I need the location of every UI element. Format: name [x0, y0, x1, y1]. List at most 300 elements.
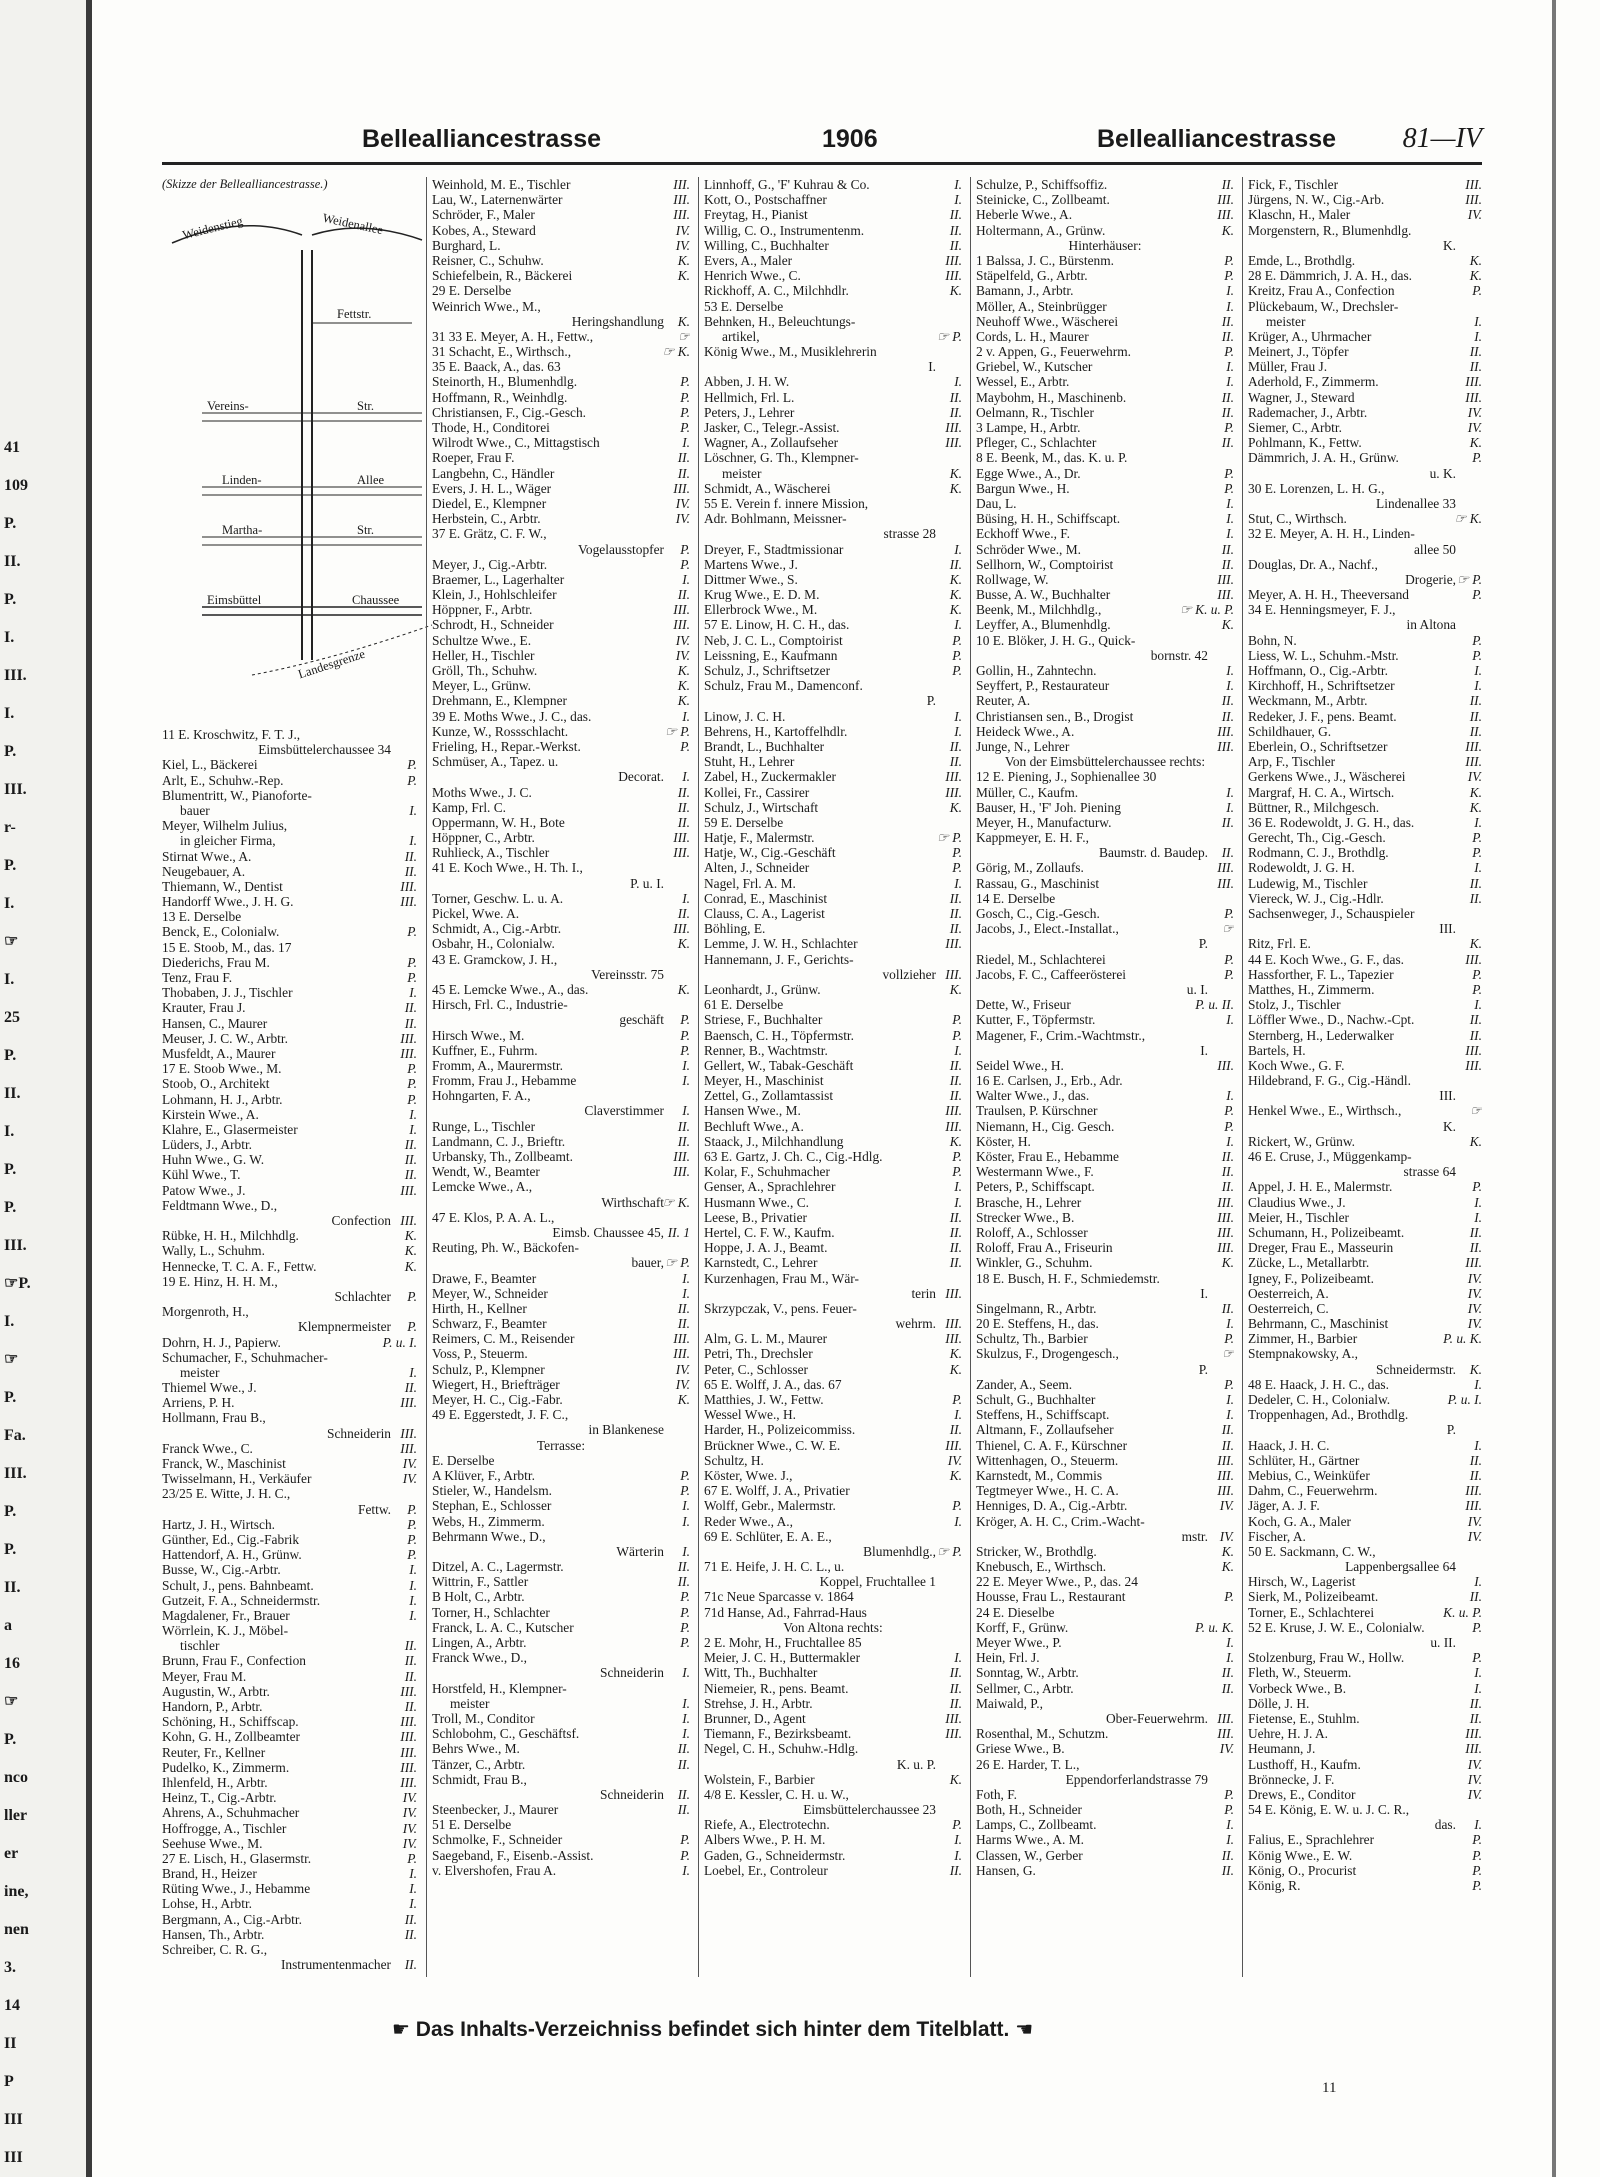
entry-floor-code: IV.	[402, 1835, 417, 1851]
directory-entry	[162, 985, 417, 1000]
entry-text: 16 E. Carlsen, J., Erb., Adr.	[976, 1073, 1123, 1089]
directory-entry	[1248, 1589, 1482, 1604]
entry-text: Hirsch, Frl. C., Industrie-	[432, 997, 568, 1013]
directory-entry	[162, 1608, 417, 1623]
entry-floor-code: III.	[1217, 1240, 1234, 1256]
directory-entry	[976, 1589, 1234, 1604]
directory-entry	[162, 1274, 417, 1289]
directory-entry	[432, 1210, 690, 1225]
directory-entry	[162, 1152, 417, 1167]
entry-floor-code: P.	[680, 420, 690, 435]
entry-floor-code: II.	[1221, 1847, 1234, 1863]
previous-page-fragment: II.	[4, 1579, 21, 1596]
entry-floor-code: I.	[682, 708, 690, 724]
directory-entry	[1248, 906, 1482, 921]
directory-entry	[1248, 1240, 1482, 1255]
directory-entry	[704, 754, 962, 769]
entry-floor-code: P.	[1472, 1619, 1482, 1635]
directory-entry	[1248, 1453, 1482, 1468]
directory-entry	[162, 909, 417, 924]
directory-entry	[1248, 1377, 1482, 1392]
entry-text: Kirstein Wwe., A.	[162, 1106, 259, 1122]
entry-text: geschäft	[619, 1012, 664, 1028]
entry-text: Stolz, J., Tischler	[1248, 997, 1341, 1013]
directory-entry	[432, 1817, 690, 1832]
entry-floor-code: I.	[682, 1543, 690, 1559]
entry-text: Niemann, H., Cig. Gesch.	[976, 1118, 1115, 1134]
directory-entry	[976, 466, 1234, 481]
entry-text: Ruhlieck, A., Tischler	[432, 845, 550, 861]
entry-floor-code: P.	[407, 772, 417, 788]
directory-entry	[1248, 815, 1482, 830]
directory-entry	[704, 1377, 962, 1392]
directory-entry	[704, 192, 962, 207]
entry-text: Kobes, A., Steward	[432, 222, 536, 238]
directory-entry	[162, 864, 417, 879]
entry-text: Krüger, A., Uhrmacher	[1248, 328, 1372, 344]
directory-entry	[976, 982, 1234, 997]
entry-floor-code: IV.	[675, 632, 690, 648]
directory-entry	[432, 390, 690, 405]
directory-entry	[162, 727, 417, 742]
entry-floor-code: IV.	[675, 222, 690, 238]
directory-entry	[1248, 496, 1482, 511]
entry-text: Brunner, D., Agent	[704, 1710, 806, 1726]
directory-entry	[704, 1483, 962, 1498]
entry-floor-code: II.	[1469, 1467, 1482, 1483]
entry-text: Schneiderin	[600, 1665, 664, 1681]
entry-floor-code: II.	[949, 556, 962, 572]
entry-floor-code: ☞ P.	[664, 1255, 690, 1271]
entry-text: Albers Wwe., P. H. M.	[704, 1832, 826, 1848]
entry-text: Tegtmeyer Wwe., H. C. A.	[976, 1483, 1119, 1499]
entry-floor-code: P.	[1224, 344, 1234, 360]
entry-floor-code: II.	[949, 890, 962, 906]
entry-floor-code: IV.	[1467, 1771, 1482, 1787]
entry-floor-code: II.	[677, 465, 690, 481]
entry-text: Oesterreich, A.	[1248, 1285, 1329, 1301]
entry-floor-code: P.	[680, 1589, 690, 1605]
entry-text: Koch Wwe., G. F.	[1248, 1057, 1345, 1073]
directory-entry	[976, 1362, 1234, 1377]
entry-text: Hatje, W., Cig.-Geschäft	[704, 845, 836, 861]
directory-entry	[976, 1453, 1234, 1468]
entry-floor-code: P.	[680, 374, 690, 390]
entry-text: Eckhoff Wwe., F.	[976, 526, 1071, 542]
directory-entry	[1248, 952, 1482, 967]
entry-floor-code: II.	[949, 404, 962, 420]
entry-floor-code: P.	[1224, 1376, 1234, 1392]
directory-entry	[432, 724, 690, 739]
directory-entry	[976, 1012, 1234, 1027]
directory-entry	[976, 253, 1234, 268]
entry-floor-code: P.	[1224, 966, 1234, 982]
entry-text: Fischer, A.	[1248, 1528, 1306, 1544]
directory-entry	[704, 617, 962, 632]
entry-text: Hansen, Th., Arbtr.	[162, 1926, 265, 1942]
directory-entry	[432, 1544, 690, 1559]
directory-entry	[1248, 648, 1482, 663]
entry-floor-code: II.	[949, 1862, 962, 1878]
entry-floor-code: IV.	[675, 511, 690, 527]
entry-floor-code: II.	[1221, 1179, 1234, 1195]
entry-floor-code: I.	[1474, 860, 1482, 876]
directory-entry	[704, 390, 962, 405]
directory-entry	[976, 587, 1234, 602]
directory-entry	[162, 1183, 417, 1198]
entry-floor-code: II.	[949, 207, 962, 223]
entry-text: Schlobohm, C., Geschäftsf.	[432, 1726, 580, 1742]
entry-text: Kurzenhagen, Frau M., Wär-	[704, 1270, 859, 1286]
entry-text: Harder, H., Polizeicommiss.	[704, 1422, 856, 1438]
entry-text: Schultze Wwe., E.	[432, 632, 532, 648]
entry-floor-code: ☞	[677, 328, 690, 344]
entry-text: Lau, W., Laternenwärter	[432, 192, 563, 208]
directory-entry	[1248, 1225, 1482, 1240]
entry-text: Hirsch, W., Lagerist	[1248, 1574, 1356, 1590]
entry-floor-code: K.	[1469, 435, 1482, 451]
entry-text: Schneiderin	[600, 1786, 664, 1802]
entry-floor-code: II.	[677, 587, 690, 603]
entry-text: tischler	[180, 1638, 220, 1654]
directory-entry	[432, 1787, 690, 1802]
entry-floor-code: I.	[954, 374, 962, 390]
directory-entry	[1248, 283, 1482, 298]
entry-text: Both, H., Schneider	[976, 1802, 1082, 1818]
directory-entry	[976, 1088, 1234, 1103]
previous-page-fragment: I.	[4, 1123, 15, 1140]
directory-entry	[1248, 1574, 1482, 1589]
entry-text: Behrmann, C., Maschinist	[1248, 1316, 1389, 1332]
directory-entry	[432, 1498, 690, 1513]
entry-floor-code: IV.	[1467, 1513, 1482, 1529]
entry-text: Steinicke, C., Zollbeamt.	[976, 192, 1110, 208]
directory-entry	[976, 724, 1234, 739]
directory-entry	[704, 678, 962, 693]
entry-floor-code: II.	[1469, 1240, 1482, 1256]
entry-floor-code: I.	[682, 1285, 690, 1301]
entry-floor-code: III.	[400, 1759, 417, 1775]
entry-text: Heideck Wwe., A.	[976, 723, 1075, 739]
entry-text: Evers, A., Maler	[704, 252, 793, 268]
directory-entry	[1248, 1012, 1482, 1027]
directory-entry	[1248, 374, 1482, 389]
entry-floor-code: P.	[1472, 1847, 1482, 1863]
entry-text: Klempnermeister	[298, 1319, 391, 1335]
entry-text: 29 E. Derselbe	[432, 283, 512, 299]
directory-entry	[704, 1028, 962, 1043]
entry-text: I.	[928, 359, 936, 375]
entry-floor-code: II.	[949, 1209, 962, 1225]
entry-text: Wessel, E., Arbtr.	[976, 374, 1070, 390]
map-label-vereins: Vereins-	[207, 399, 249, 413]
entry-floor-code: II.	[677, 1300, 690, 1316]
directory-entry	[704, 1134, 962, 1149]
entry-text: Reuter, Fr., Kellner	[162, 1744, 266, 1760]
previous-page-fragment: 41	[4, 439, 20, 456]
directory-entry	[162, 1957, 417, 1972]
directory-entry	[432, 633, 690, 648]
directory-entry	[432, 177, 690, 192]
entry-floor-code: III.	[945, 1331, 962, 1347]
directory-entry	[162, 1578, 417, 1593]
entry-floor-code: II.	[1469, 359, 1482, 375]
entry-text: Hollmann, Frau B.,	[162, 1410, 266, 1426]
entry-floor-code: I.	[1226, 784, 1234, 800]
directory-entry	[432, 982, 690, 997]
previous-page-fragment: III.	[4, 1465, 27, 1482]
entry-text: Reuting, Ph. W., Bäckofen-	[432, 1240, 579, 1256]
directory-entry	[162, 1380, 417, 1395]
entry-text: Saegeband, F., Eisenb.-Assist.	[432, 1847, 594, 1863]
entry-text: 51 E. Derselbe	[432, 1817, 512, 1833]
directory-entry	[432, 1422, 690, 1437]
entry-text: Lemcke Wwe., A.,	[432, 1179, 533, 1195]
entry-floor-code: IV.	[1219, 1741, 1234, 1757]
directory-entry	[1248, 785, 1482, 800]
entry-text: Kollei, Fr., Cassirer	[704, 784, 810, 800]
entry-floor-code: K.	[949, 1133, 962, 1149]
directory-entry	[162, 1319, 417, 1334]
entry-floor-code: II.	[677, 784, 690, 800]
entry-text: Schulze, P., Schiffsoffiz.	[976, 177, 1108, 192]
entry-floor-code: II.	[1221, 1164, 1234, 1180]
entry-text: Pickel, Wwe. A.	[432, 906, 520, 921]
directory-entry	[1248, 1179, 1482, 1194]
directory-entry	[704, 1559, 962, 1574]
directory-entry	[432, 572, 690, 587]
pointing-hand-left-icon: ☚	[1015, 2019, 1034, 2041]
directory-entry	[432, 207, 690, 222]
directory-entry	[704, 1544, 962, 1559]
entry-text: Meier, J. C. H., Buttermakler	[704, 1650, 861, 1666]
entry-floor-code: I.	[682, 1862, 690, 1878]
entry-text: Neuhoff Wwe., Wäscherei	[976, 313, 1119, 329]
entry-text: Von der Eimsbüttelerchaussee rechts:	[1004, 754, 1206, 770]
entry-floor-code: I.	[409, 1896, 417, 1912]
entry-text: P.	[926, 693, 936, 709]
directory-entry	[432, 253, 690, 268]
directory-entry	[432, 1012, 690, 1027]
directory-entry	[1248, 921, 1482, 936]
entry-text: Bechluft Wwe., A.	[704, 1118, 804, 1134]
entry-text: bauer	[180, 802, 210, 818]
directory-entry	[704, 374, 962, 389]
entry-floor-code: P.	[1472, 981, 1482, 997]
entry-floor-code: II.	[949, 1240, 962, 1256]
entry-floor-code: IV.	[1467, 1316, 1482, 1332]
directory-entry	[976, 1650, 1234, 1665]
entry-text: Zabel, H., Zuckermakler	[704, 769, 836, 785]
entry-floor-code: III.	[1217, 1209, 1234, 1225]
directory-entry	[704, 1392, 962, 1407]
directory-entry	[162, 1456, 417, 1471]
entry-floor-code: I.	[409, 1562, 417, 1578]
directory-entry	[976, 648, 1234, 663]
entry-floor-code: P.	[680, 1483, 690, 1499]
entry-floor-code: I.	[1474, 678, 1482, 694]
scan-edge-right	[1552, 0, 1556, 2177]
previous-page-fragment: III	[4, 2111, 23, 2128]
directory-entry	[1248, 709, 1482, 724]
entry-text: u. I.	[1186, 981, 1208, 997]
directory-entry	[432, 891, 690, 906]
entry-text: Burghard, L.	[432, 237, 501, 253]
previous-page-fragment: P.	[4, 1047, 17, 1064]
directory-entry	[976, 1392, 1234, 1407]
entry-text: 8 E. Beenk, M., das. K. u. P.	[976, 450, 1128, 466]
entry-floor-code: II.	[404, 1380, 417, 1396]
entry-text: Thiemel Wwe., J.	[162, 1380, 257, 1396]
directory-entry	[976, 329, 1234, 344]
directory-entry	[162, 1061, 417, 1076]
directory-entry	[1248, 936, 1482, 951]
entry-text: Leonhardt, J., Grünw.	[704, 981, 821, 997]
entry-text: 65 E. Wolff, J. A., das. 67	[704, 1376, 842, 1392]
directory-entry	[704, 1605, 962, 1620]
entry-text: Stäpelfeld, G., Arbtr.	[976, 268, 1088, 284]
directory-entry	[704, 450, 962, 465]
entry-text: Rickert, W., Grünw.	[1248, 1133, 1355, 1149]
directory-entry	[704, 1210, 962, 1225]
entry-text: Roloff, Frau A., Friseurin	[976, 1240, 1113, 1256]
entry-floor-code: III.	[1465, 754, 1482, 770]
entry-text: Tenz, Frau F.	[162, 970, 233, 985]
entry-floor-code: P.	[680, 1012, 690, 1028]
directory-entry	[162, 1137, 417, 1152]
entry-text: Gaden, G., Schneidermstr.	[704, 1847, 846, 1863]
previous-page-fragment: er	[4, 1845, 19, 1862]
entry-floor-code: III.	[945, 1726, 962, 1742]
entry-floor-code: K.	[677, 693, 690, 709]
entry-text: Bauser, H., 'F' Joh. Piening	[976, 799, 1121, 815]
directory-entry	[704, 329, 962, 344]
directory-entry	[976, 557, 1234, 572]
entry-text: Martens Wwe., J.	[704, 556, 798, 572]
directory-entry	[162, 1167, 417, 1182]
entry-text: 46 E. Cruse, J., Müggenkamp-	[1248, 1149, 1412, 1164]
entry-text: Hattendorf, A. H., Grünw.	[162, 1547, 302, 1563]
directory-entry	[432, 1149, 690, 1164]
directory-entry	[162, 1471, 417, 1486]
entry-text: Schlachter	[334, 1288, 391, 1304]
entry-floor-code: K.	[949, 981, 962, 997]
directory-entry	[976, 268, 1234, 283]
entry-text: K. u. P.	[896, 1756, 936, 1772]
directory-entry	[704, 1514, 962, 1529]
entry-text: 54 E. König, E. W. u. J. C. R.,	[1248, 1802, 1410, 1818]
entry-text: Confection	[331, 1213, 391, 1228]
entry-floor-code: K.	[1469, 784, 1482, 800]
directory-entry	[162, 1593, 417, 1608]
directory-entry	[162, 1350, 417, 1365]
previous-page-fragment: P.	[4, 1161, 17, 1178]
entry-floor-code: I.	[409, 1106, 417, 1122]
entry-text: Zettel, G., Zollamtassist	[704, 1088, 834, 1104]
entry-floor-code: II.	[949, 1255, 962, 1271]
entry-text: Schulz, J., Wirtschaft	[704, 799, 819, 815]
column-divider	[698, 177, 699, 1977]
entry-text: 13 E. Derselbe	[162, 909, 242, 925]
entry-text: Bargun Wwe., H.	[976, 480, 1070, 496]
entry-text: Heinz, T., Cig.-Arbtr.	[162, 1790, 277, 1806]
entry-floor-code: K.	[949, 602, 962, 618]
entry-floor-code: III.	[1217, 192, 1234, 208]
entry-floor-code: I.	[954, 1513, 962, 1529]
entry-text: Kuffner, E., Fuhrm.	[432, 1042, 538, 1058]
entry-text: Schult, J., pens. Bahnbeamt.	[162, 1577, 314, 1593]
entry-text: 49 E. Eggerstedt, J. F. C.,	[432, 1407, 569, 1423]
entry-floor-code: ☞ K.	[662, 344, 690, 360]
directory-entry	[1248, 329, 1482, 344]
previous-page-fragment: r-	[4, 819, 16, 836]
entry-floor-code: II.	[404, 1653, 417, 1669]
directory-entry	[704, 207, 962, 222]
entry-text: Behrmann Wwe., D.,	[432, 1528, 546, 1544]
directory-entry	[432, 952, 690, 967]
entry-text: Eimsb. Chaussee 45,	[552, 1224, 664, 1240]
entry-text: 4/8 E. Kessler, C. H. u. W.,	[704, 1786, 849, 1802]
previous-page-fragment: P.	[4, 1503, 17, 1520]
column-divider	[1242, 177, 1243, 1977]
previous-page-fragment: P.	[4, 1199, 17, 1216]
entry-text: Stempnakowsky, A.,	[1248, 1346, 1358, 1362]
entry-text: Weinrich Wwe., M.,	[432, 298, 541, 314]
entry-text: Willing, C., Buchhalter	[704, 237, 829, 253]
directory-entry	[432, 1240, 690, 1255]
entry-text: Müller, C., Kaufm.	[976, 784, 1079, 800]
entry-text: Oesterreich, C.	[1248, 1300, 1329, 1316]
entry-floor-code: III.	[400, 1714, 417, 1730]
directory-entry	[162, 757, 417, 772]
directory-entry	[976, 1407, 1234, 1422]
entry-text: Korff, F., Grünw.	[976, 1619, 1069, 1635]
directory-entry	[976, 390, 1234, 405]
directory-entry	[976, 1711, 1234, 1726]
entry-floor-code: IV.	[1219, 1528, 1234, 1544]
entry-floor-code: I.	[682, 1103, 690, 1119]
entry-text: Plückebaum, W., Drechsler-	[1248, 298, 1399, 314]
entry-floor-code: III.	[945, 420, 962, 435]
directory-entry	[162, 1699, 417, 1714]
entry-floor-code: III.	[1217, 875, 1234, 891]
directory-entry	[1248, 223, 1482, 238]
directory-entry	[704, 1681, 962, 1696]
entry-text: Thobaben, J. J., Tischler	[162, 985, 293, 1001]
entry-text: Schneidermstr.	[1376, 1361, 1456, 1377]
entry-floor-code: II.	[949, 1073, 962, 1089]
entry-text: Krauter, Frau J.	[162, 1000, 246, 1016]
entry-text: Behrens, H., Kartoffelhdlr.	[704, 723, 848, 739]
map-label-vereins-str: Str.	[357, 399, 375, 413]
entry-text: Musfeldt, A., Maurer	[162, 1045, 276, 1061]
entry-text: Wessel Wwe., H.	[704, 1407, 797, 1423]
directory-entry	[704, 739, 962, 754]
entry-text: in Altona	[1406, 617, 1456, 633]
column-1	[162, 727, 417, 1972]
directory-entry	[1248, 1119, 1482, 1134]
entry-text: Fick, F., Tischler	[1248, 177, 1339, 192]
directory-entry	[1248, 450, 1482, 465]
directory-entry	[976, 283, 1234, 298]
directory-entry	[432, 906, 690, 921]
entry-text: Thiemann, W., Dentist	[162, 878, 283, 894]
entry-floor-code: I.	[1474, 1665, 1482, 1681]
entry-floor-code: I.	[1226, 1012, 1234, 1028]
entry-floor-code: III.	[673, 1149, 690, 1164]
directory-entry	[1248, 405, 1482, 420]
directory-entry	[432, 542, 690, 557]
